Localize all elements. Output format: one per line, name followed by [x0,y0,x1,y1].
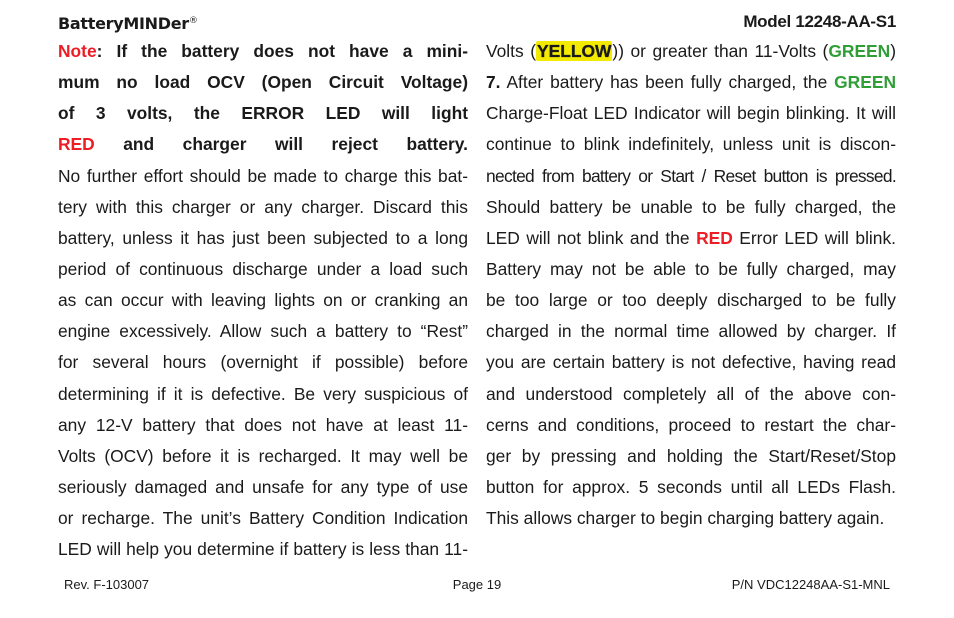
text-line: or recharge. The unit’s Battery Condition Indication [58,508,468,529]
red-label: RED [696,227,733,248]
revision-label: Rev. F-103007 [64,577,150,592]
text-line [58,36,468,67]
text-line: button for approx. 5 seconds until all LEDs Flash. [486,476,896,497]
text-line [486,36,896,67]
part-number: P/N VDC12248AA-S1-MNL [731,577,890,592]
text-segment: and charger will reject battery. [94,134,468,155]
text-line: continue to blink indefinitely, unless unit is discon- [486,134,896,155]
text-line: period of continuous discharge under a load such [58,258,468,279]
green-label: GREEN [834,72,896,93]
text-segment: : If the battery does not have a mini- [96,41,468,61]
yellow-label: YELLOW [537,41,612,61]
brand-name [58,14,198,33]
brand-text: BatteryMINDer [58,14,189,33]
step-number: 7. [486,72,501,93]
text-line: for several hours (overnight if possible) before [58,352,468,373]
text-segment: ) [890,41,896,61]
text-line: be too large or too deeply discharged to be fully [486,290,896,311]
green-label: GREEN [828,41,891,61]
text-line [486,67,896,98]
text-line: Charge-Float LED Indicator will begin blinking. It will [486,103,896,124]
text-line [486,223,896,254]
text-segment: Error LED will blink. [732,227,896,248]
note-label: Note [58,41,97,61]
registered-mark: ® [188,16,198,26]
text-line [58,129,468,160]
model-number: Model 12248-AA-S1 [743,12,896,31]
text-line: of 3 volts, the ERROR LED will light [58,103,468,124]
text-line: tery with this charger or any charger. Discard this [58,196,468,217]
red-label: RED [58,134,95,155]
text-line: No further effort should be made to charge this bat- [58,165,468,186]
text-segment: LED will not blink and the [486,227,697,248]
text-line: cerns and conditions, proceed to restart the char- [486,414,896,435]
right-text-column [486,36,896,534]
text-line: Should battery be unable to be fully charged, the [486,196,896,217]
text-line: Battery may not be able to be fully charged, may [486,258,896,279]
text-segment: After battery has been fully charged, the [500,72,835,93]
text-line: mum no load OCV (Open Circuit Voltage) [58,72,468,93]
text-line: you are certain battery is not defective, having read [486,352,896,373]
text-line: LED will help you determine if battery is less than 11- [58,539,468,560]
text-line: as can occur with leaving lights on or cranking an [58,290,468,311]
text-line: Volts (OCV) before it is recharged. It may well be [58,445,468,466]
text-line: and understood completely all of the above con- [486,383,896,404]
text-line: ger by pressing and holding the Start/Reset/Stop [486,445,896,466]
text-line: determining if it is defective. Be very suspicious of [58,383,468,404]
text-line: battery, unless it has just been subjected to a long [58,227,468,248]
left-text-column [58,36,468,565]
text-line: This allows charger to begin charging battery again. [486,508,885,529]
text-line: engine excessively. Allow such a battery to “Rest” [58,321,468,342]
text-segment: )) or greater than 11-Volts ( [612,41,829,61]
text-line: seriously damaged and unsafe for any type of use [58,476,468,497]
text-line: any 12-V battery that does not have at least 11- [58,414,468,435]
text-line: charged in the normal time allowed by charger. If [486,321,896,342]
text-line: nected from battery or Start / Reset button is pressed. [486,165,896,186]
text-segment: Volts ( [486,41,537,61]
page-number: Page 19 [452,577,502,592]
